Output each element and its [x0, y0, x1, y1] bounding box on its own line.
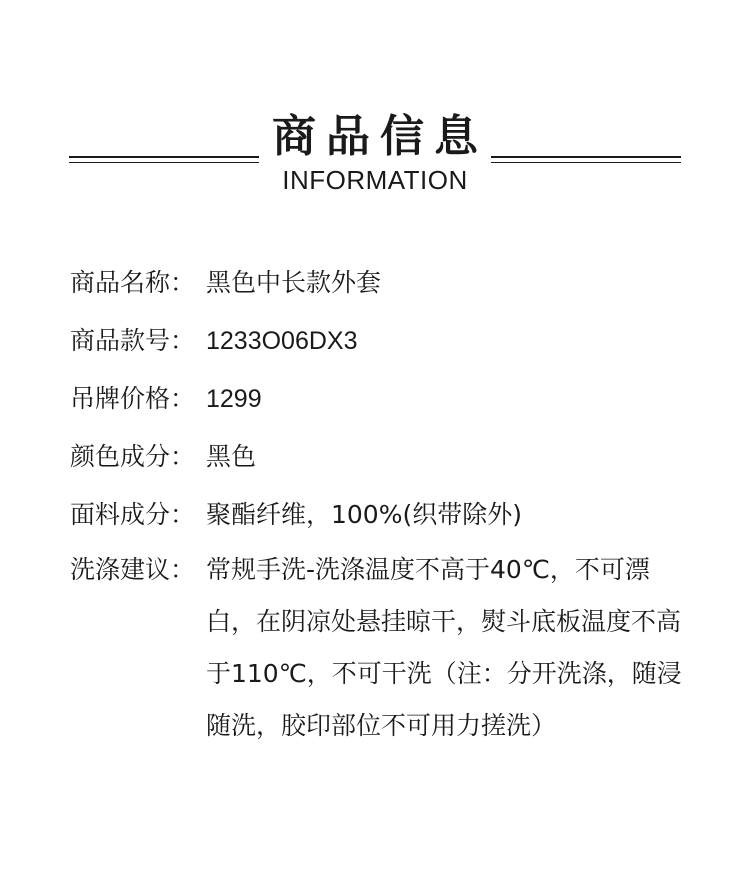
color-label: 颜色成分： [70, 442, 196, 471]
wash-instructions-value: 常规手洗-洗涤温度不高于40℃，不可漂白，在阴凉处悬挂晾干，熨斗底板温度不高于110℃，不可干洗（注：分开洗涤，随浸随洗，胶印部位不可用力搓洗） [206, 555, 682, 740]
wash-instructions-row [70, 544, 690, 752]
fabric-label: 面料成分： [70, 500, 196, 529]
section-header [0, 110, 750, 200]
tag-price-label: 吊牌价格： [70, 384, 196, 413]
color-value: 黑色 [206, 442, 257, 471]
product-name-row [70, 254, 690, 312]
product-info-list [70, 254, 690, 752]
product-sku-row [70, 312, 690, 370]
section-subtitle: INFORMATION [282, 165, 468, 195]
decorative-rule-right [491, 156, 681, 163]
fabric-value: 聚酯纤维，100%(织带除外) [206, 500, 522, 529]
color-row [70, 428, 690, 486]
tag-price-row [70, 370, 690, 428]
product-sku-label: 商品款号： [70, 326, 196, 355]
section-title: 商品信息 [272, 111, 488, 162]
wash-instructions-label: 洗涤建议： [70, 555, 196, 584]
tag-price-value: 1299 [206, 385, 262, 413]
product-name-label: 商品名称： [70, 268, 196, 297]
product-sku-value: 1233O06DX3 [206, 327, 358, 355]
product-name-value: 黑色中长款外套 [206, 268, 382, 297]
fabric-row [70, 486, 690, 544]
